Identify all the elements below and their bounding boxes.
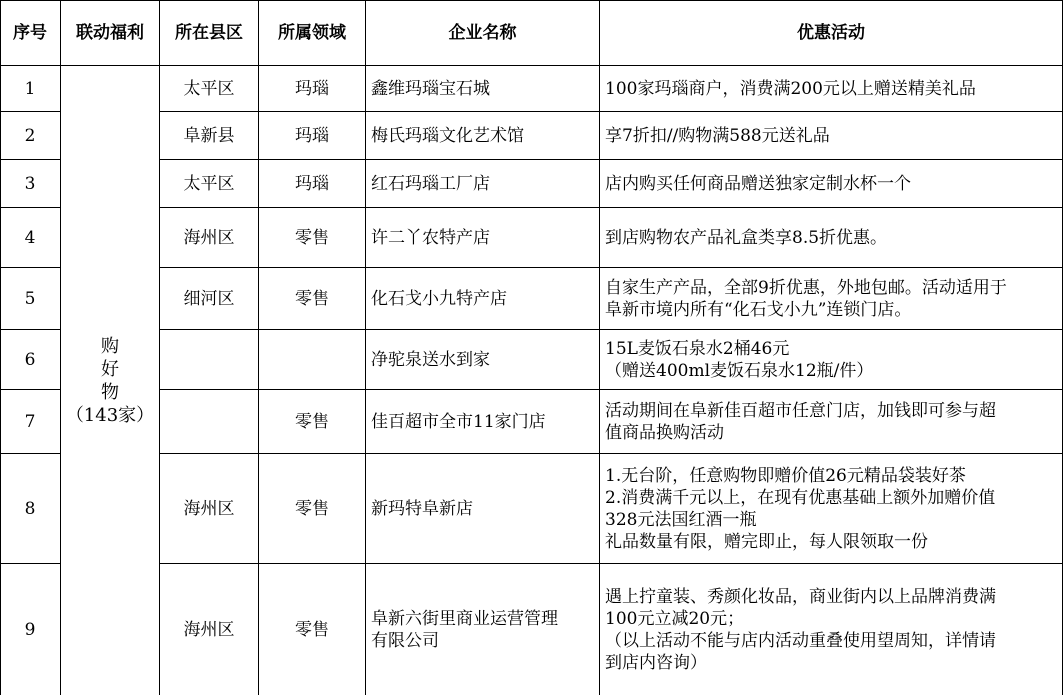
row-field: 零售 [259, 208, 366, 268]
row-offer-line: 15L麦饭石泉水2桶46元 [605, 338, 790, 359]
row-offer-lines [605, 338, 873, 382]
row-company-lines [371, 288, 507, 310]
row-seq: 1 [0, 66, 61, 112]
row-offer [600, 160, 1063, 208]
row-field: 零售 [259, 268, 366, 330]
row-offer-line: （赠送400ml麦饭石泉水12瓶/件） [605, 360, 874, 381]
row-offer-line: 遇上拧童装、秀颜化妆品，商业街内以上品牌消费满 [605, 586, 996, 607]
row-company [366, 112, 600, 160]
row-offer-lines [605, 125, 830, 147]
row-field: 玛瑙 [259, 112, 366, 160]
row-field: 零售 [259, 390, 366, 454]
row-offer [600, 66, 1063, 112]
row-company-lines [371, 173, 490, 195]
row-offer-lines [605, 78, 976, 100]
row-seq: 6 [0, 330, 61, 390]
row-company-line: 化石戈小九特产店 [371, 288, 507, 309]
row-company [366, 268, 600, 330]
row-offer [600, 454, 1063, 564]
row-offer-line: 2.消费满千元以上，在现有优惠基础上额外加赠价值 [605, 487, 996, 508]
benefit-group-cell [61, 66, 160, 695]
benefit-char: 购 [100, 335, 119, 357]
row-county: 太平区 [160, 66, 259, 112]
header-offer: 优惠活动 [600, 0, 1063, 66]
row-company [366, 330, 600, 390]
row-company [366, 454, 600, 564]
row-company-line: 许二丫农特产店 [371, 227, 490, 248]
row-seq: 9 [0, 564, 61, 695]
row-company-line: 鑫维玛瑙宝石城 [371, 78, 490, 99]
row-offer-line: 328元法国红酒一瓶 [605, 509, 757, 530]
row-offer-line: 店内购买任何商品赠送独家定制水杯一个 [605, 173, 911, 194]
row-offer-line: 1.无台阶，任意购物即赠价值26元精品袋装好茶 [605, 465, 966, 486]
row-county: 阜新县 [160, 112, 259, 160]
row-offer-line: 自家生产产品，全部9折优惠，外地包邮。活动适用于 [605, 277, 1007, 298]
row-company-lines [371, 227, 490, 249]
row-county: 细河区 [160, 268, 259, 330]
row-county [160, 390, 259, 454]
row-company-lines [371, 125, 524, 147]
row-seq: 2 [0, 112, 61, 160]
row-offer-line: 到店内咨询） [605, 652, 707, 673]
row-offer-lines [605, 586, 996, 674]
row-seq: 4 [0, 208, 61, 268]
row-company-line: 佳百超市全市11家门店 [371, 411, 546, 432]
benefit-group-text [66, 335, 154, 427]
row-offer-line: 值商品换购活动 [605, 422, 724, 443]
row-company [366, 390, 600, 454]
row-seq: 3 [0, 160, 61, 208]
header-benefit: 联动福利 [61, 0, 160, 66]
row-offer-line: （以上活动不能与店内活动重叠使用望周知，详情请 [605, 630, 996, 651]
row-field: 零售 [259, 564, 366, 695]
row-offer-lines [605, 227, 887, 249]
row-company [366, 66, 600, 112]
row-offer-lines [605, 173, 911, 195]
row-offer-line: 100家玛瑙商户，消费满200元以上赠送精美礼品 [605, 78, 976, 99]
row-county: 太平区 [160, 160, 259, 208]
row-offer-line: 100元立减20元； [605, 608, 745, 629]
row-offer [600, 564, 1063, 695]
row-field: 零售 [259, 454, 366, 564]
row-company-lines [371, 411, 546, 433]
row-company-lines [371, 78, 490, 100]
row-county: 海州区 [160, 208, 259, 268]
row-offer [600, 112, 1063, 160]
row-company [366, 564, 600, 695]
benefit-count: （143家） [65, 404, 155, 426]
row-offer-line: 享7折扣//购物满588元送礼品 [605, 125, 830, 146]
row-offer-line: 到店购物农产品礼盒类享8.5折优惠。 [605, 227, 888, 248]
header-field: 所属领域 [259, 0, 366, 66]
row-company-line: 有限公司 [371, 630, 439, 651]
header-seq: 序号 [0, 0, 61, 66]
row-offer-lines [605, 277, 1007, 321]
row-offer-line: 阜新市境内所有“化石戈小九”连锁门店。 [605, 299, 912, 320]
row-field: 玛瑙 [259, 66, 366, 112]
benefit-char: 物 [100, 381, 119, 403]
row-offer-lines [605, 465, 995, 553]
row-company-lines [371, 498, 473, 520]
row-county [160, 330, 259, 390]
row-offer [600, 268, 1063, 330]
row-offer [600, 390, 1063, 454]
row-company-line: 红石玛瑙工厂店 [371, 173, 490, 194]
benefit-char: 好 [100, 358, 119, 380]
row-offer [600, 330, 1063, 390]
row-offer-lines [605, 400, 996, 444]
row-offer-line: 活动期间在阜新佳百超市任意门店，加钱即可参与超 [605, 400, 996, 421]
row-county: 海州区 [160, 564, 259, 695]
row-company-line: 阜新六街里商业运营管理 [371, 608, 558, 629]
row-company-line: 新玛特阜新店 [371, 498, 473, 519]
row-field: 玛瑙 [259, 160, 366, 208]
row-company [366, 160, 600, 208]
row-seq: 5 [0, 268, 61, 330]
row-county: 海州区 [160, 454, 259, 564]
header-company: 企业名称 [366, 0, 600, 66]
header-county: 所在县区 [160, 0, 259, 66]
row-seq: 7 [0, 390, 61, 454]
row-offer [600, 208, 1063, 268]
row-company-lines [371, 608, 558, 652]
row-seq: 8 [0, 454, 61, 564]
row-company-line: 梅氏玛瑙文化艺术馆 [371, 125, 524, 146]
row-field [259, 330, 366, 390]
row-offer-line: 礼品数量有限，赠完即止，每人限领取一份 [605, 531, 928, 552]
row-company-line: 净驼泉送水到家 [371, 349, 490, 370]
row-company-lines [371, 349, 490, 371]
row-company [366, 208, 600, 268]
